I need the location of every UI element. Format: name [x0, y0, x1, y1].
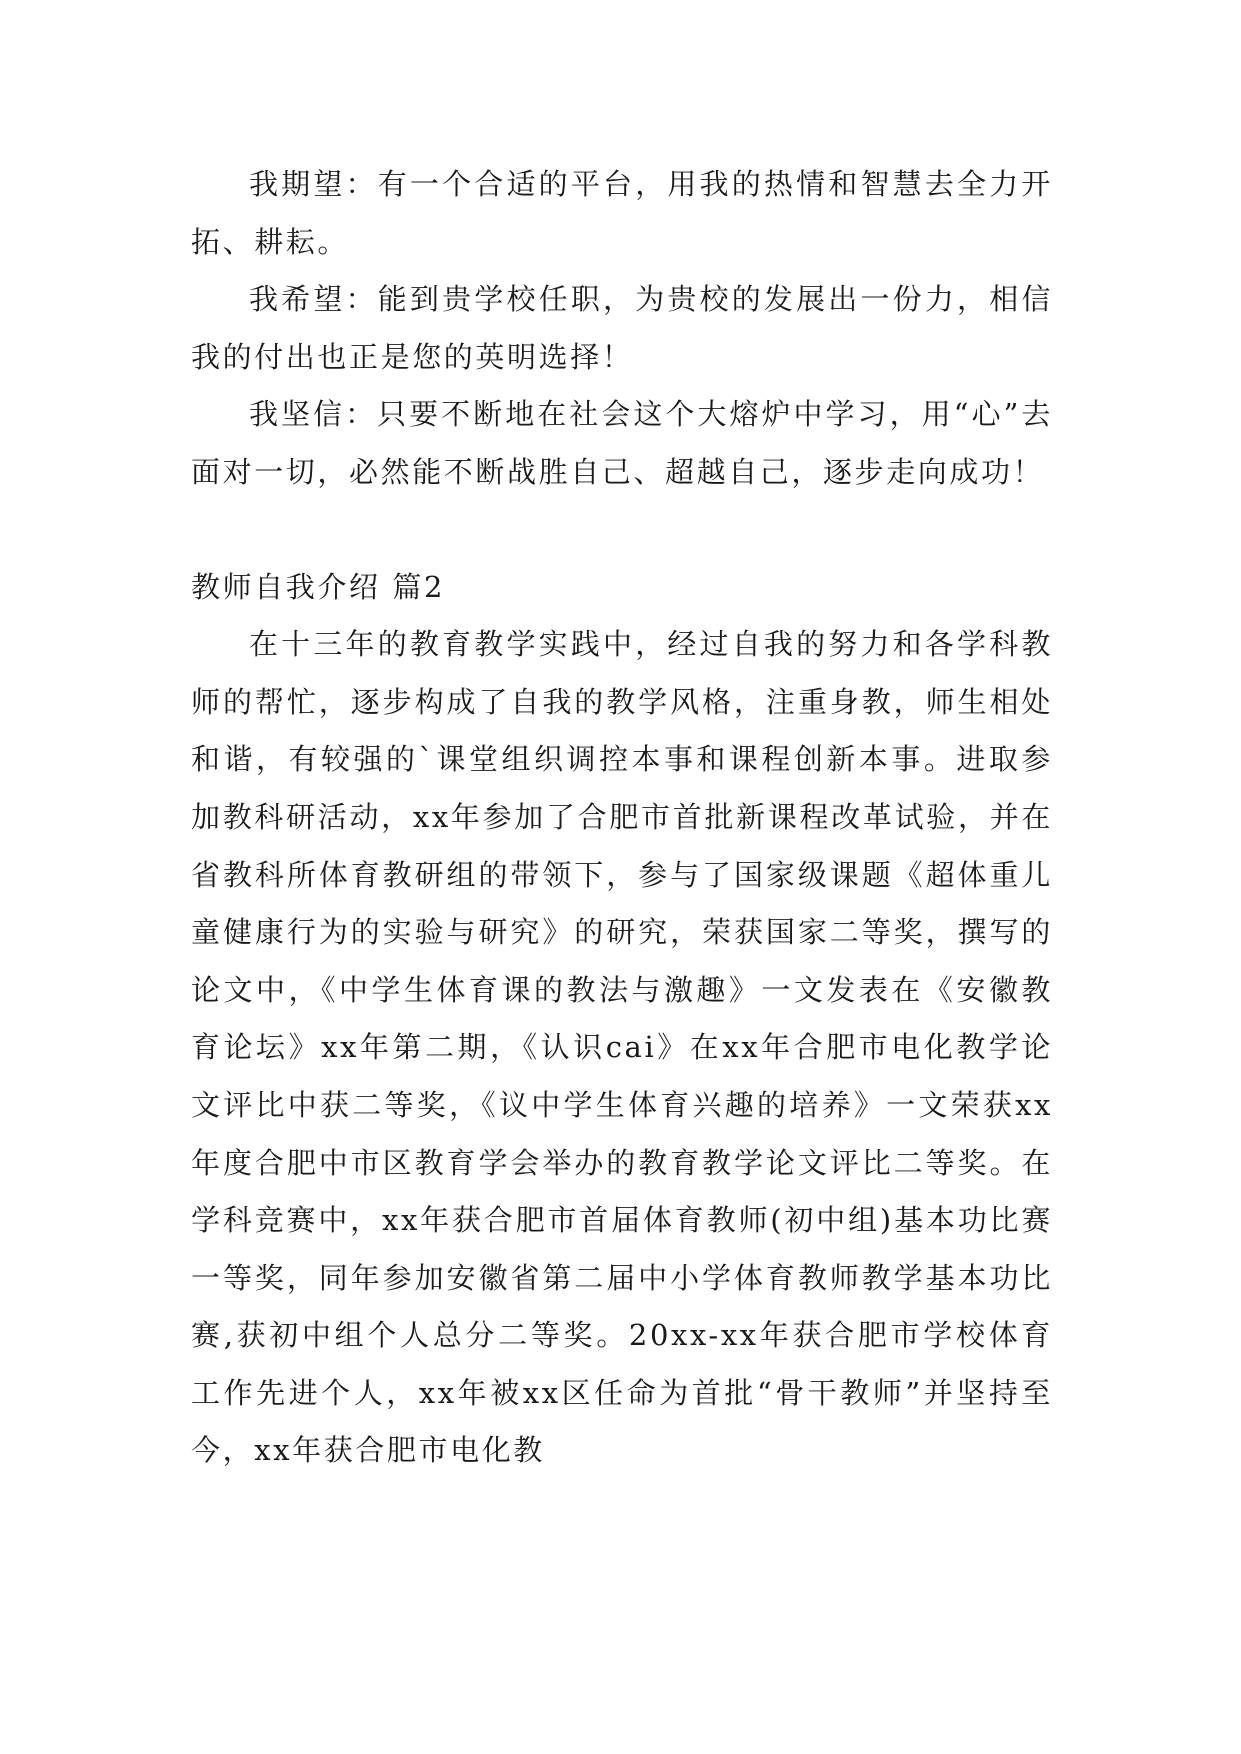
document-body	[191, 156, 1053, 1480]
paragraph-belief: 我坚信：只要不断地在社会这个大熔炉中学习，用“心”去面对一切，必然能不断战胜自己、超越自己，逐步走向成功！	[191, 397, 1053, 489]
paragraph-expectation: 我期望：有一个合适的平台，用我的热情和智慧去全力开拓、耕耘。	[191, 167, 1053, 259]
section-heading: 教师自我介绍 篇2	[191, 569, 446, 604]
paragraph-teaching-experience: 在十三年的教育教学实践中，经过自我的努力和各学科教师的帮忙，逐步构成了自我的教学风格，注重身教，师生相处和谐，有较强的`课堂组织调控本事和课程创新本事。进取参加教科研活动，xx年参加了合肥市首批新课程改革试验，并在省教科所体育教研组的带领下，参与了国家级课题《超体重儿童健康行为的实验与研究》的研究，荣获国家二等奖，撰写的论文中，《中学生体育课的教法与激趣》一文发表在《安徽教育论坛》xx年第二期，《认识cai》在xx年合肥市电化教学论文评比中获二等奖，《议中学生体育兴趣的培养》一文荣获xx年度合肥中市区教育学会举办的教育教学论文评比二等奖。在学科竞赛中，xx年获合肥市首届体育教师(初中组)基本功比赛一等奖，同年参加安徽省第二届中小学体育教师教学基本功比赛,获初中组个人总分二等奖。20xx-xx年获合肥市学校体育工作先进个人，xx年被xx区任命为首批“骨干教师”并坚持至今，xx年获合肥市电化教	[191, 627, 1053, 1468]
paragraph-hope: 我希望：能到贵学校任职，为贵校的发展出一份力，相信我的付出也正是您的英明选择！	[191, 282, 1053, 374]
